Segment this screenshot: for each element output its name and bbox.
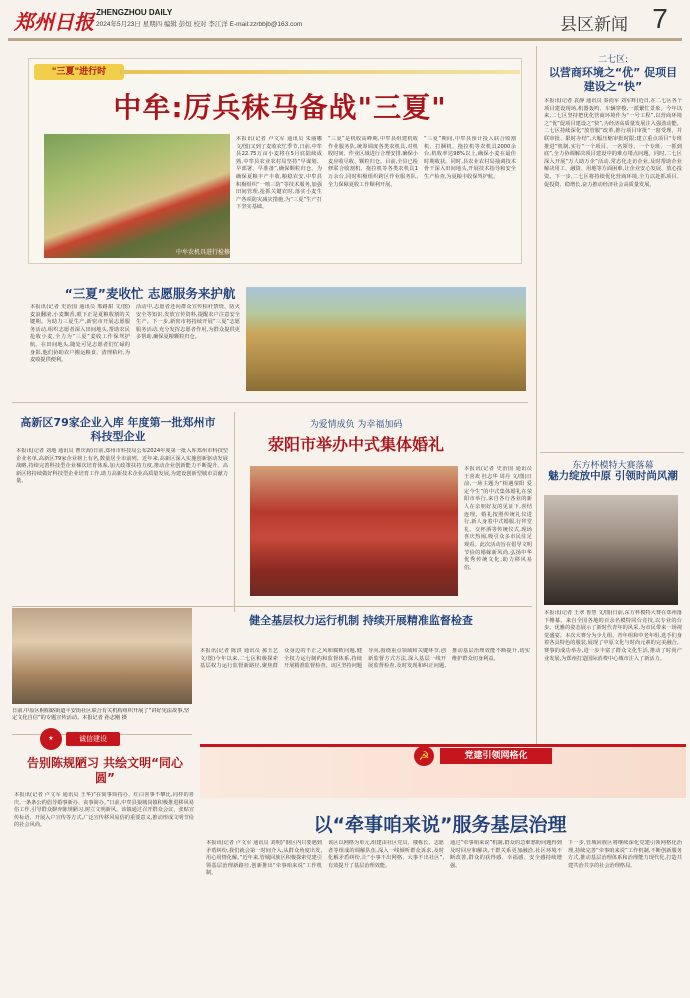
sec2-col2: 活动中,志愿者还向群众宣传秸秆禁烧、防火安全等知识,发放宣传资料,提醒农户注意安全生产。下一步,新密市将持续开展“三夏”志愿服务活动,充分发挥志愿者作用,为群众提供更多帮助,确保夏粮颗粒归仓。 — [136, 304, 240, 341]
honest-emblem-icon: ★ — [40, 728, 62, 750]
meeting-photo — [12, 608, 192, 704]
right-body: 本报讯(记者 袁静 通讯员 秦尚军 刘军辉)近日,在二七区各个项目建设现场,机器轰鸣、车辆穿梭,一派繁忙景象。今年以来,二七区坚持把优化营商环境作为“一号工程”,以营商环境之“优”促项目建设之“快”,为经济高质量发展注入强劲动能。二七区持续深化“放管服”改革,推行项目审批“一窗受理、并联审批、限时办结”,大幅压缩审批时限;建立重点项目“专班推进”机制,实行“一个项目、一名领导、一个专班、一抓到底”,全力协调解决项目建设中的难点堵点问题。同时,二七区深入开展“万人助万企”活动,常态化走访企业,及时帮助企业解决用工、融资、用地等方面困难,让企业安心发展、放心投资。下一步,二七区将持续优化营商环境,全力以赴抓项目、促投资、稳增长,奋力推动经济社会高质量发展。 — [544, 98, 682, 188]
fashion-headline: 魅力绽放中原 引领时尚风潮 — [548, 470, 678, 482]
party-headline: 以“牵事咱来说”服务基层治理 — [313, 814, 567, 836]
honest-tag: 诚信建设 — [66, 732, 120, 746]
masthead-meta: 2024年5月23日 星期四 编辑 彭烜 校对 李江洋 E-mail:zzrbbjb@163.com — [96, 21, 303, 28]
tractor-photo — [44, 134, 230, 258]
fashion-photo — [544, 495, 678, 605]
wedding-body: 本报讯(记者 史治国 通讯员 王喜欢 杜志华 周丹 文/图)日前,一场主题为“相遇荥阳 爱定今生”的中式集体婚礼在荥阳市举行,来自各行各业的新人在亲朋好友的见证下,喜结连理。婚礼按照传统礼仪进行,新人身着中式婚服,行拜堂礼、交杯酒等传统仪式,现场喜庆热闹,吸引众多市民驻足观看。此次活动旨在倡导文明节俭的婚嫁新风尚,弘扬中华优秀传统文化,助力移风易俗。 — [464, 466, 532, 571]
right-kicker: 二七区: — [597, 55, 629, 65]
party-col1: 本报讯(记者 卢文军 通讯员 刘明)“钢区内只要遇到矛盾纠纷,我们就会第一时间介入,从群众角度出发,用心用情化解。”近年来,管城回族区积极探索党建引领基层治理新路径,创新推出“牵事咱来说”工作机制。 — [206, 840, 322, 877]
party-col2: 该区以网格为单元,组建由社区党员、楼栋长、志愿者等组成的调解队伍,深入一线倾听群众诉求,及时化解矛盾纠纷,让“小事不出网格、大事不出社区”,有效提升了基层治理效能。 — [328, 840, 444, 869]
sec2-col1: 本报讯(记者 史治国 通讯员 邢路甜 文/图)麦浪翻滚,小麦飘香,眼下正是夏粮收割的关键期。为助力三夏生产,新密市开展志愿服务活动,组织志愿者深入田间地头,帮助农民抢收小麦,全力为“三夏”麦收工作保驾护航。在田间地头,随处可见志愿者们忙碌的身影,他们协助农户搬运粮食、清理秸秆,为麦收提供便利。 — [30, 304, 130, 364]
header-rule — [8, 38, 682, 41]
sec2-headline: “三夏”麦收忙 志愿服务来护航 — [64, 286, 236, 301]
divider — [12, 402, 528, 403]
honest-headline: 告别陈规陋习 共绘文明“同心圆” — [26, 756, 184, 785]
tractor-photo-caption: 中牟农机具进行检修 — [176, 249, 231, 256]
top-col3: “三夏”期间,中牟县预计投入联合收割机、打捆机、拖拉机等农机具2000余台,机收率达98%以上,确保小麦在最佳时期收获。同时,县农业农村局抽调技术骨干深入田间地头,开展技术指导和安全生产检查,为夏粮丰收保驾护航。 — [424, 136, 516, 180]
party-tag: 党建引领网格化 — [440, 748, 552, 764]
meeting-photo-caption: 日前,中原区桐柏路街道平安街社区联合有关机构组织开展了“讲好宪法故事,坚定文化自信”的专题宣传活动。本报记者 孙志刚 摄 — [12, 708, 190, 721]
top-kicker: "三夏"进行时 — [34, 64, 124, 80]
wedding-headline: 荥阳市举办中式集体婚礼 — [267, 435, 444, 454]
masthead-en: ZHENGZHOU DAILY — [96, 8, 173, 17]
party-emblem-icon: ☭ — [414, 746, 434, 766]
divider — [234, 412, 235, 612]
top-headline: 中牟:厉兵秣马备战"三夏" — [113, 91, 447, 124]
tech-body: 本报讯(记者 刘地 通讯员 曹庆海)日前,郑州市科技局公布2024年度第一批入库郑州市科技型企业名单,高新区79家企业榜上有名,数量居全市前列。近年来,高新区深入实施创新驱动发展战略,持续完善科技型企业梯次培育体系,加大政策扶持力度,推动企业创新能力不断提升。高新区将持续做好科技型企业培育工作,助力高新技术企业高质量发展,为建设创新型城市贡献力量。 — [16, 448, 228, 485]
wedding-photo — [250, 466, 458, 596]
page-number: 7 — [652, 3, 668, 34]
top-col2: “三夏”是机收高峰期,中牟县组建机收作业服务队,统筹调度各类农机具,对机收时间、作业区域进行合理安排,确保小麦应收尽收、颗粒归仓。目前,全县已检修联合收割机、拖拉机等各类农机具1万余台,同时积极组织跨区作业服务队,全力保障夏收工作顺利开展。 — [328, 136, 418, 188]
section-label: 县区新闻 — [560, 15, 628, 35]
divider — [540, 452, 684, 453]
union-body: 本报讯(记者 陈洪 通讯员 郝玉艺 文/图)今年以来,二七区积极探索基层权力运行监督新路径,聚焦群众身边的不正之风和腐败问题,健全权力运行制约和监督体系,持续开展精准监督检查。该区坚持问题导向,围绕重点领域和关键环节,创新监督方式方法,深入基层一线开展监督检查,及时发现和纠正问题,推动基层治理效能不断提升,切实维护群众切身利益。 — [200, 648, 530, 670]
union-headline: 健全基层权力运行机制 持续开展精准监督检查 — [249, 614, 473, 627]
wheat-harvest-photo — [246, 287, 526, 391]
divider — [536, 46, 537, 746]
party-col3: 通过“牵事咱来说”机制,群众的急难愁盼问题得到及时回应和解决,干群关系更加融洽,社区环境不断改善,群众的获得感、幸福感、安全感持续增强。 — [450, 840, 562, 869]
tech-headline: 高新区79家企业入库 年度第一批郑州市科技型企业 — [20, 416, 216, 443]
fashion-kicker: 东方杯模特大赛落幕 — [572, 461, 654, 471]
wedding-kicker: 为爱情成负 为幸福加码 — [309, 420, 403, 430]
divider — [12, 606, 532, 607]
masthead-logo: 郑州日报 — [14, 10, 94, 34]
fashion-body: 本报讯(记者 王翠 鲁慧 文/图)日前,东方杯模特大赛在郑州落下帷幕。来自全国各地的百余名模特同台竞技,以专业的台步、优雅的姿态展示了新时代青年的风采,为市民带来一场视觉盛宴。本次大赛分为少儿组、青年组和中老年组,选手们身着各具特色的服装,展现了中原文化与时尚元素的完美融合。赛事的成功举办,进一步丰富了群众文化生活,推动了时尚产业发展,为郑州打造国际消费中心城市注入了新活力。 — [544, 610, 682, 662]
kicker-strip — [120, 70, 520, 74]
right-headline: 以营商环境之“优” 促项目建设之“快” — [548, 66, 678, 93]
party-col4: 下一步,管城回族区将继续深化党建引领网格化治理,持续完善“牵事咱来说”工作机制,不断创新服务方式,推动基层治理体系和治理能力现代化,打造共建共治共享的社会治理格局。 — [568, 840, 682, 869]
honest-body: 本报讯(记者 卢文军 通讯员 王华)“在简事简持办、红白喜事不攀比,同样的喜庆,一条条公约倡导婚事新办、丧事简办。”日前,中牟县狼城岗镇积极推进移风易俗工作,引导群众摒弃陈规陋习,树立文明新风。该镇通过召开群众会议、张贴宣传标语、开展入户宣传等方式,广泛宣传移风易俗的重要意义,推动形成文明节俭的社会风尚。 — [14, 792, 194, 829]
top-col1: 本报讯(记者 卢文军 通讯员 朱丽娜 文/图)又到了麦收农忙季节,日前,中牟县22.75万亩小麦将在5月底陆续成熟,中牟县农业农村局坚持“早谋划、早部署、早准备”,确保颗粒归仓。为确保夏粮丰产丰收,粮稳农安,中牟县积极组织“一喷三防”等技术服务,加强田间管理,抢抓关键农时,落实小麦生产各项防灾减灾措施,为“三夏”生产打下坚实基础。 — [236, 136, 322, 211]
